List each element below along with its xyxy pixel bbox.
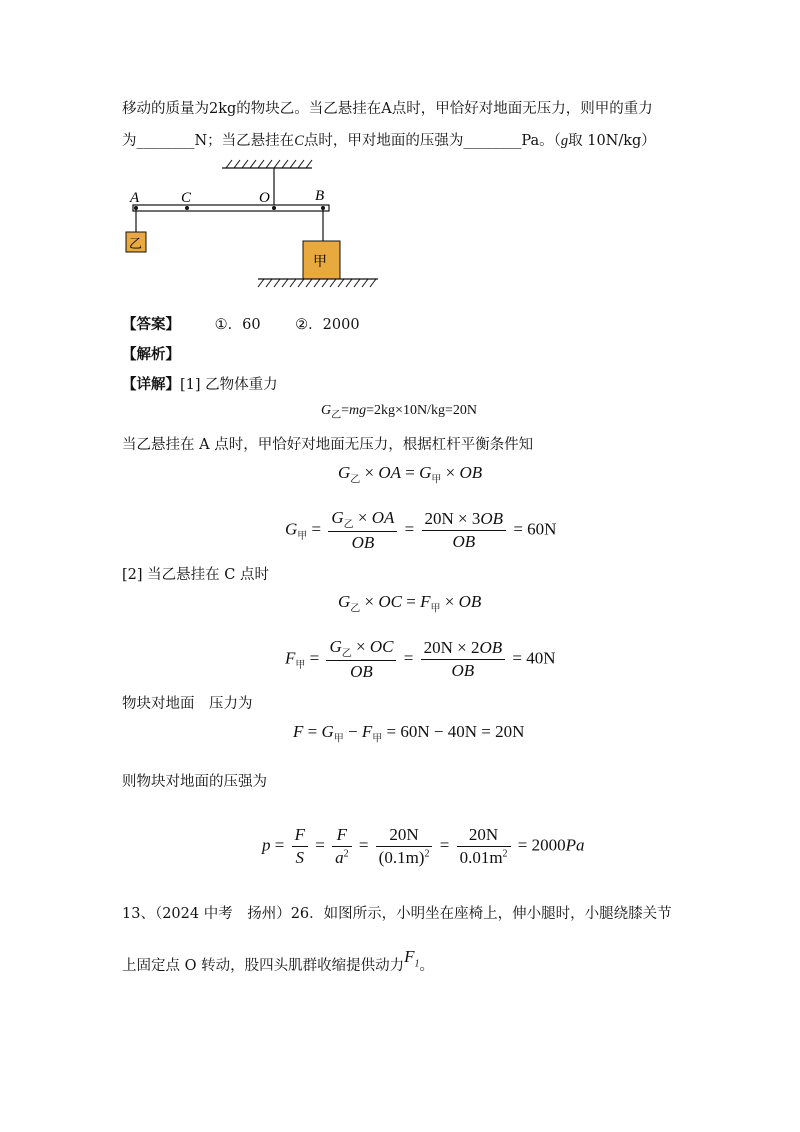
label-o: O [259, 190, 270, 206]
block-jia-label: 甲 [313, 254, 327, 270]
text-fragment: 为________N；当乙悬挂在 [122, 133, 295, 149]
force-f1-symbol: $F_1$ [404, 947, 420, 970]
equation-net-force: $F = G_甲 - F_甲 = 60N - 40N = 20N$ [293, 722, 525, 745]
point-c-ref: C [294, 133, 304, 149]
label-c: C [181, 190, 192, 206]
answer-line [122, 315, 360, 335]
ceiling-hatch [226, 160, 312, 168]
text-fragment: 点时，甲对地面的压强为________Pa。（ [303, 133, 561, 149]
equation-balance-c: $G_乙$ × OC = $F_甲$ × OB [338, 592, 482, 615]
g-symbol: g [560, 133, 569, 149]
answer-2: ②．2000 [295, 317, 360, 333]
equation-weight-jia: $G_甲$ = $\frac{G_乙 \times OA}{OB}$ = $\frac{20N \times 3OB}{OB}$ = 60N [285, 508, 557, 553]
detail-text-3: 物块对地面 压力为 [122, 696, 253, 712]
problem-text-line-1: 移动的质量为2kg的物块乙。当乙悬挂在A点时，甲恰好对地面无压力，则甲的重力 [122, 101, 653, 117]
detail-step-2: [2] 当乙悬挂在 C 点时 [122, 567, 269, 583]
answer-tag: 【答案】 [122, 316, 180, 333]
label-b: B [315, 188, 325, 204]
problem-text-line-2 [122, 131, 656, 151]
equation-force-jia: $F_甲$ = $\frac{G_乙 \times OC}{OB}$ = $\frac{20N \times 2OB}{OB}$ = 40N [285, 637, 556, 682]
equation-pressure: p = $\frac{F}{S}$ = $\frac{F}{a^2}$ = $\frac{20N}{(0.1m)^2}$ = $\frac{20N}{0.01m^2}$ = 2000Pa [262, 825, 585, 867]
question-13-line-2-text: 上固定点 O 转动，股四头肌群收缩提供动力 [122, 958, 405, 974]
detail-text-4: 则物块对地面的压强为 [122, 774, 267, 790]
label-a: A [130, 190, 140, 206]
detail-step-1 [122, 375, 278, 395]
detail-text-2: 当乙悬挂在 A 点时，甲恰好对地面无压力，根据杠杆平衡条件知 [122, 437, 534, 453]
equation-weight-yi: $G_乙=mg=2kg\times 10N/kg=20N$ [321, 403, 477, 421]
lever-bar [133, 205, 329, 211]
ground-hatch [258, 279, 376, 287]
detail-tag: 【详解】 [122, 376, 180, 393]
text-fragment: 取 10N/kg） [568, 133, 656, 149]
question-13-line-1: 13、（2024 中考 扬州）26．如图所示，小明坐在座椅上，伸小腿时，小腿绕膝关节 [122, 906, 672, 922]
question-13-line-2: 上固定点 O 转动，股四头肌群收缩提供动力$F_1$。 [122, 947, 434, 974]
lever-figure [118, 155, 388, 295]
equation-balance-a: $G_乙$ × OA = $G_甲$ × OB [338, 463, 483, 486]
detail-step-1-text: [1] 乙物体重力 [180, 377, 278, 393]
block-yi-label: 乙 [129, 237, 143, 252]
analysis-tag: 【解析】 [122, 346, 180, 363]
answer-1: ①．60 [214, 317, 261, 333]
